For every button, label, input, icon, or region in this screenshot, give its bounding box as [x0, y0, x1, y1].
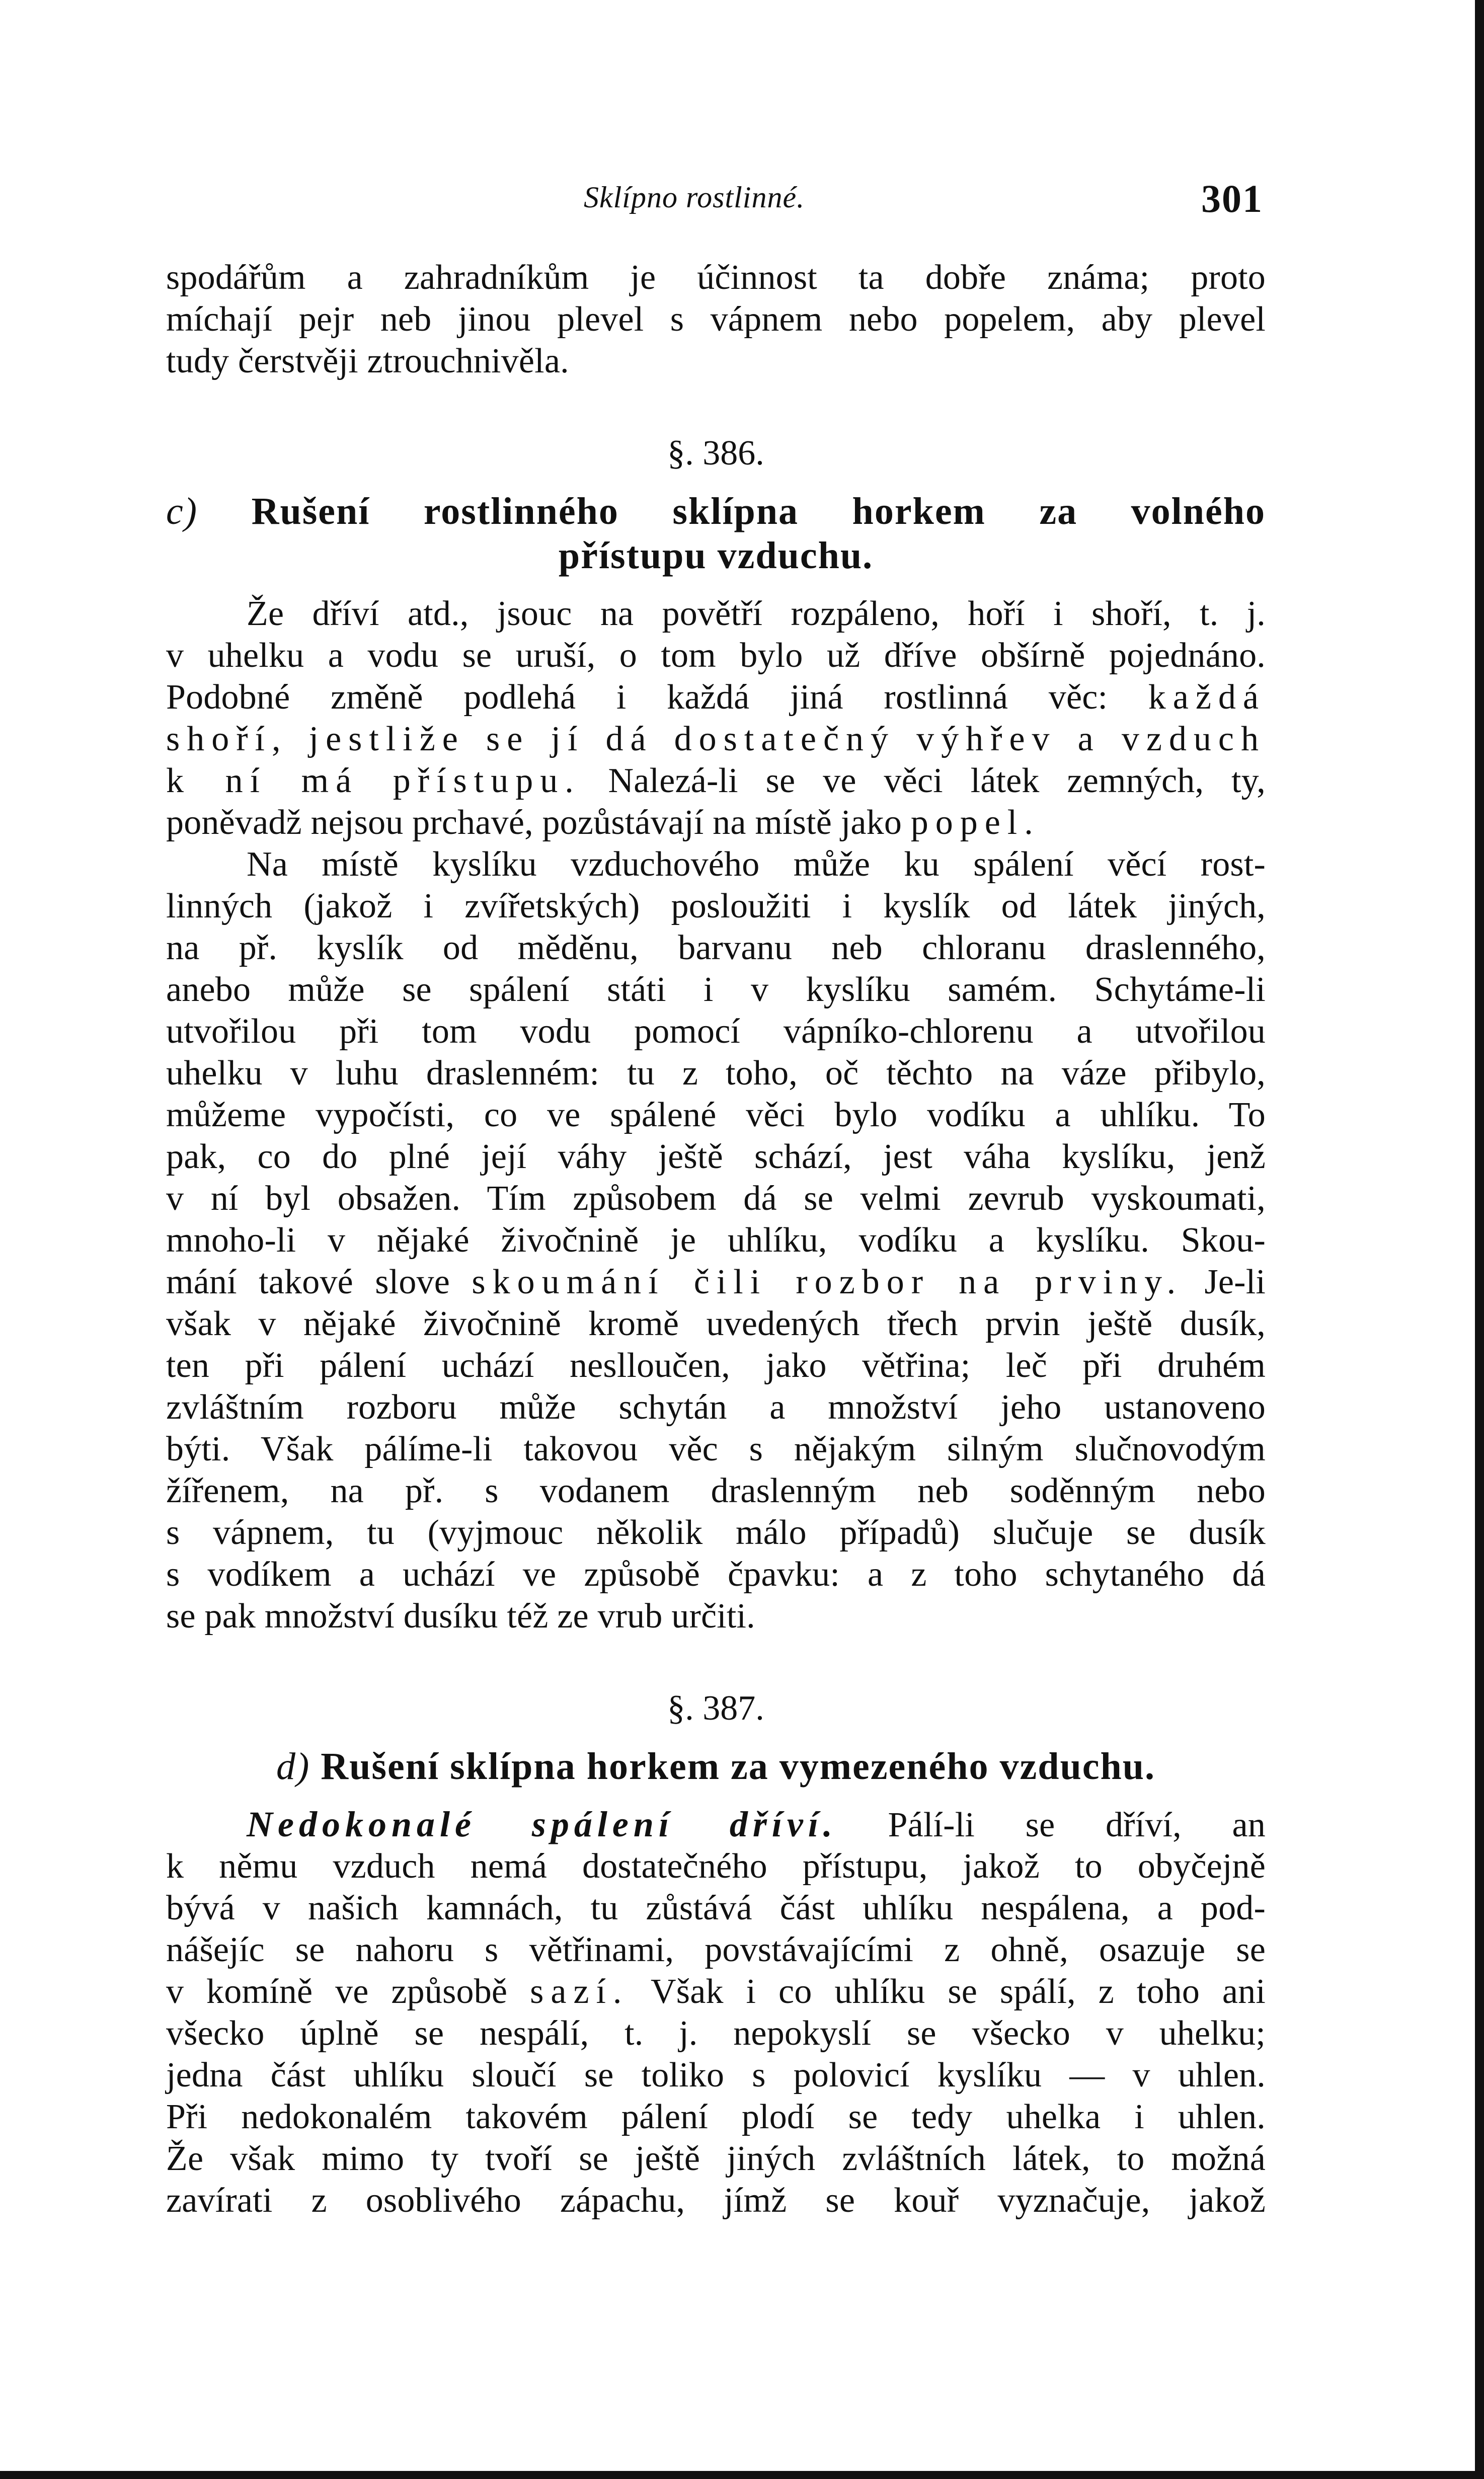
text-line [166, 760, 1266, 802]
paragraph [166, 843, 1266, 1637]
text-line: mnoho-li v nějaké živočnině je uhlíku, vodíku a kyslíku. Skou- [166, 1221, 1266, 1260]
text-line: s vápnem, tu (vyjmouc několik málo případů) slučuje se dusík [166, 1513, 1266, 1552]
emphasis-text: k ní má přístupu. [166, 761, 581, 800]
emphasis-line: shoří, jestliže se jí dá dostatečný výhřev a vzduch [166, 720, 1266, 758]
text-line: v ní byl obsažen. Tím způsobem dá se velmi zevrub vyskoumati, [166, 1179, 1266, 1218]
section-title-386-line2: přístupu vzduchu. [558, 534, 874, 577]
text-run: Podobné změně podlehá i každá jiná rostlinná věc: [166, 678, 1108, 717]
text-line: všecko úplně se nespálí, t. j. nepokyslí se všecko v uhelku; [166, 2014, 1266, 2053]
text-line: pak, co do plné její váhy ještě schází, jest váha kyslíku, jenž [166, 1137, 1266, 1176]
emphasis-text: každá [1148, 678, 1266, 717]
text-line [166, 1971, 1266, 2012]
text-line: se pak množství dusíku též ze vrub určiti. [166, 1597, 755, 1636]
section-number-386: §. 386. [667, 434, 764, 473]
text-line [166, 676, 1266, 718]
text-run: Pálí-li se dříví, an [888, 1806, 1266, 1844]
text-line: tudy čerstvěji ztrouchnivěla. [166, 342, 569, 380]
text-line [166, 1261, 1266, 1303]
italic-emphasis-text: Nedokonalé spálení dříví. [247, 1804, 837, 1844]
text-run: Nalezá-li se ve věci látek zemných, ty, [608, 761, 1266, 800]
text-line: žířenem, na př. s vodanem draslenným neb soděnným nebo [166, 1471, 1266, 1510]
text-line: uhelku v luhu draslenném: tu z toho, oč těchto na váze přibylo, [166, 1054, 1266, 1093]
text-line: býti. Však pálíme-li takovou věc s nějakým silným slučnovodým [166, 1430, 1266, 1468]
text-line: Na místě kyslíku vzduchového může ku spálení věcí rost- [247, 845, 1266, 884]
text-line: zvláštním rozboru může schytán a množství jeho ustanoveno [166, 1388, 1266, 1427]
text-line: ten při pálení uchází neslloučen, jako větřina; leč při druhém [166, 1346, 1266, 1385]
text-run: Však i co uhlíku se spálí, z toho ani [651, 1972, 1266, 2011]
text-line: míchají pejr neb jinou plevel s vápnem nebo popelem, aby plevel [166, 300, 1266, 339]
text-run: poněvadž nejsou prchavé, pozůstávají na místě jako [166, 803, 902, 842]
section-title-386-line1 [166, 489, 1266, 533]
text-line: k němu vzduch nemá dostatečného přístupu, jakož to obyčejně [166, 1847, 1266, 1886]
text-line: spodářům a zahradníkům je účinnost ta dobře známa; proto [166, 258, 1266, 297]
text-run: Je-li [1204, 1263, 1266, 1301]
text-line: Při nedokonalém takovém pálení plodí se tedy uhelka i uhlen. [166, 2098, 1266, 2136]
text-line: utvořilou při tom vodu pomocí vápníko-chlorenu a utvořilou [166, 1012, 1266, 1051]
text-line: s vodíkem a uchází ve způsobě čpavku: a z toho schytaného dá [166, 1555, 1266, 1594]
section-number-387: §. 387. [667, 1689, 764, 1728]
section-letter: c) [166, 490, 198, 532]
text-line: můžeme vypočísti, co ve spálené věci bylo vodíku a uhlíku. To [166, 1096, 1266, 1134]
section-title-text: Rušení rostlinného sklípna horkem za volného [251, 490, 1266, 532]
emphasis-text: sazí. [530, 1972, 629, 2011]
page-body [166, 257, 1266, 2221]
text-line: bývá v našich kamnách, tu zůstává část uhlíku nespálena, a pod- [166, 1889, 1266, 1927]
paragraph [166, 593, 1266, 843]
text-line [166, 1804, 1266, 1845]
text-line: linných (jakož i zvířetských) posloužiti i kyslík od látek jiných, [166, 887, 1266, 925]
text-line: v uhelku a vodu se uruší, o tom bylo už dříve obšírně pojednáno. [166, 636, 1266, 675]
section-letter: d) [276, 1745, 310, 1788]
section-title-text: Rušení sklípna horkem za vymezeného vzduchu. [321, 1745, 1156, 1788]
paragraph [166, 1804, 1266, 2221]
text-line: nášejíc se nahoru s větřinami, povstávajícími z ohně, osazuje se [166, 1930, 1266, 1969]
text-run: mání takové slove [166, 1263, 450, 1301]
text-line: Že dříví atd., jsouc na povětří rozpáleno, hoří i shoří, t. j. [247, 594, 1266, 633]
running-head [166, 176, 1263, 221]
page-number: 301 [1201, 177, 1263, 220]
emphasis-text: skoumání čili rozbor na prviny. [472, 1263, 1183, 1301]
text-run: v komíně ve způsobě [166, 1972, 508, 2011]
text-line: však v nějaké živočnině kromě uvedených třech prvin ještě dusík, [166, 1304, 1266, 1343]
running-title: Sklípno rostlinné. [584, 181, 805, 214]
section-title-387 [166, 1744, 1266, 1789]
text-line: Že však mimo ty tvoří se ještě jiných zvláštních látek, to možná [166, 2139, 1266, 2178]
emphasis-text: popel. [910, 803, 1040, 842]
text-line: anebo může se spálení státi i v kyslíku samém. Schytáme-li [166, 970, 1266, 1009]
text-line: jedna část uhlíku sloučí se toliko s polovicí kyslíku — v uhlen. [166, 2056, 1266, 2095]
intro-paragraph [166, 257, 1266, 382]
text-line: na př. kyslík od měděnu, barvanu neb chloranu draslenného, [166, 928, 1266, 967]
text-line [166, 802, 1266, 843]
text-line: zavírati z osoblivého zápachu, jímž se kouř vyznačuje, jakož [166, 2181, 1266, 2220]
